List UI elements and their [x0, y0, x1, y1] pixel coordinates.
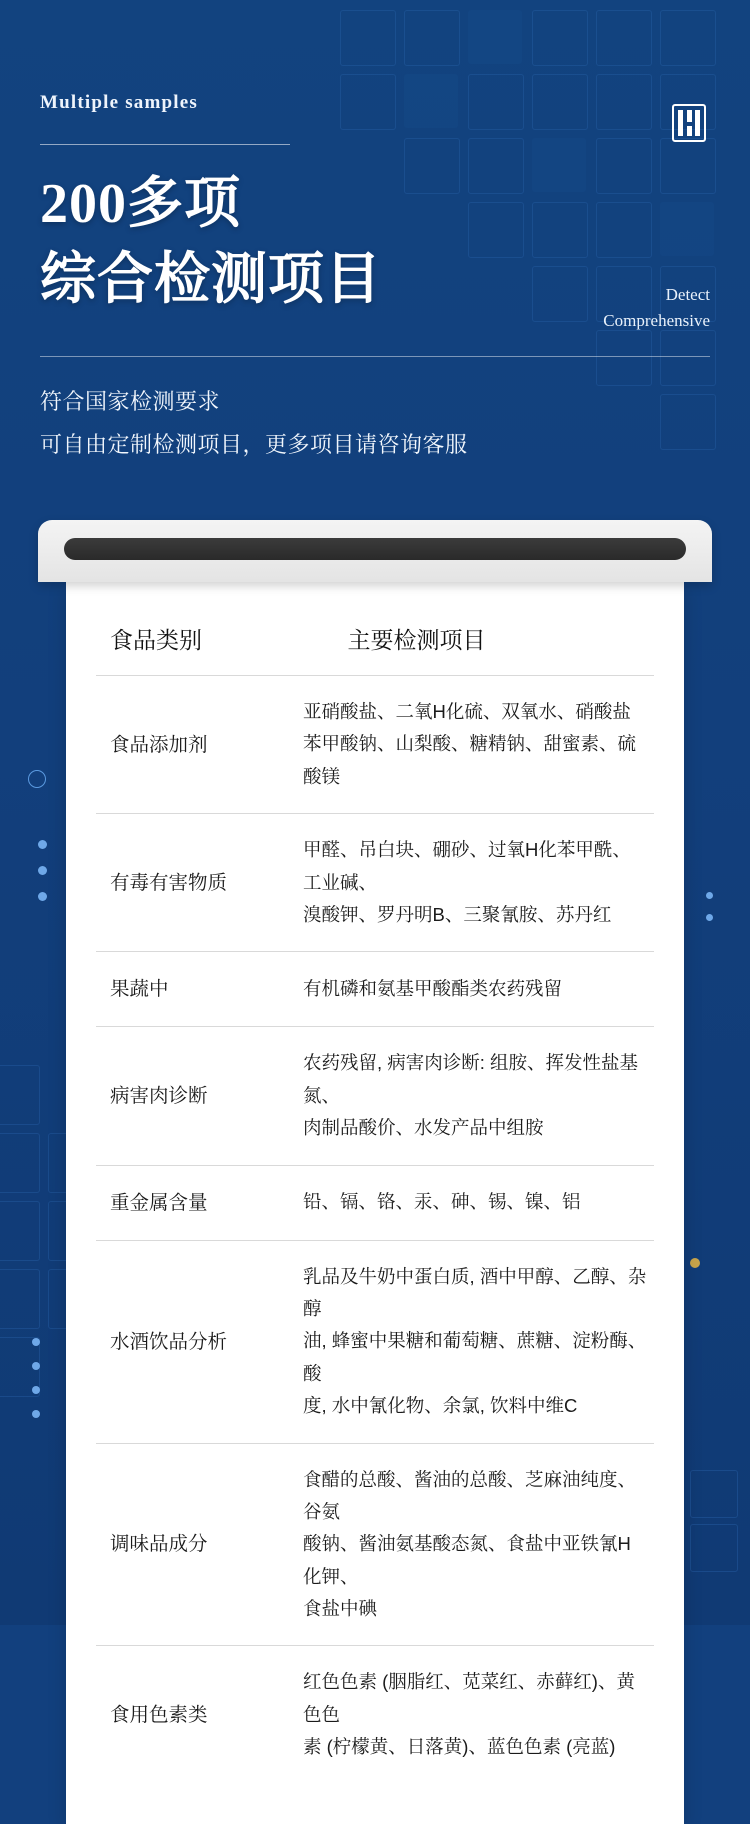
detection-items-table [96, 616, 654, 1784]
table-header-category: 食品类别 [110, 627, 202, 653]
row-item-line: 铅、镉、铬、汞、砷、锡、镍、铝 [303, 1191, 581, 1213]
row-items [289, 814, 654, 952]
row-category: 食用色素类 [96, 1646, 289, 1784]
row-items [289, 676, 654, 814]
header-side-english [603, 282, 710, 335]
row-item-line: 苯甲酸钠、山梨酸、糖精钠、甜蜜素、硫酸镁 [303, 733, 637, 787]
row-category: 食品添加剂 [96, 676, 289, 814]
page-header [40, 92, 710, 467]
row-category: 水酒饮品分析 [96, 1240, 289, 1443]
header-divider-long [40, 356, 710, 357]
header-side-english-line2: Comprehensive [603, 311, 710, 331]
card-body [66, 582, 684, 1824]
table-row [96, 1646, 654, 1784]
card-top-bar [38, 520, 712, 582]
row-category: 重金属含量 [96, 1165, 289, 1240]
row-item-line: 度, 水中氰化物、余氯, 饮料中维C [303, 1395, 578, 1417]
row-item-line: 乳品及牛奶中蛋白质, 酒中甲醇、乙醇、杂醇 [303, 1265, 647, 1319]
table-header-items [289, 616, 654, 676]
row-items [289, 952, 654, 1027]
row-item-line: 素 (柠檬黄、日落黄)、蓝色色素 (亮蓝) [303, 1736, 616, 1758]
table-row [96, 676, 654, 814]
row-item-line: 有机磷和氨基甲酸酯类农药残留 [303, 978, 563, 1000]
header-subtitle-line1: 符合国家检测要求 [40, 389, 221, 415]
page-title-line2: 综合检测项目 [40, 248, 382, 311]
table-row [96, 952, 654, 1027]
header-subtitle [40, 381, 710, 467]
table-header-items-label: 主要检测项目 [347, 627, 486, 653]
row-category: 病害肉诊断 [96, 1027, 289, 1165]
table-body [96, 676, 654, 1784]
row-items [289, 1443, 654, 1646]
card-slot-decoration [64, 538, 686, 560]
spec-card [38, 520, 712, 1824]
row-category: 调味品成分 [96, 1443, 289, 1646]
row-item-line: 红色色素 (胭脂红、苋菜红、赤藓红)、黄色色 [303, 1671, 635, 1725]
row-item-line: 肉制品酸价、水发产品中组胺 [303, 1117, 544, 1139]
row-item-line: 食醋的总酸、酱油的总酸、芝麻油纯度、谷氨 [303, 1468, 637, 1522]
table-row [96, 1165, 654, 1240]
row-item-line: 酸钠、酱油氨基酸态氮、食盐中亚铁氰H化钾、 [303, 1533, 631, 1587]
row-category: 果蔬中 [96, 952, 289, 1027]
row-item-line: 甲醛、吊白块、硼砂、过氧H化苯甲酰、工业碱、 [303, 839, 631, 893]
row-item-line: 食盐中碘 [303, 1598, 378, 1619]
row-item-line: 溴酸钾、罗丹明B、三聚氰胺、苏丹红 [303, 903, 612, 925]
row-category: 有毒有害物质 [96, 814, 289, 952]
row-item-line: 油, 蜂蜜中果糖和葡萄糖、蔗糖、淀粉酶、酸 [303, 1330, 647, 1384]
row-items [289, 1165, 654, 1240]
table-row [96, 1027, 654, 1165]
row-item-line: 农药残留, 病害肉诊断: 组胺、挥发性盐基氮、 [303, 1052, 639, 1106]
header-divider-short [40, 144, 290, 145]
table-header-row [96, 616, 654, 676]
header-side-english-line1: Detect [665, 285, 710, 304]
table-row [96, 814, 654, 952]
header-subtitle-line2: 可自由定制检测项目，更多项目请咨询客服 [40, 432, 468, 458]
row-items [289, 1240, 654, 1443]
table-row [96, 1240, 654, 1443]
page-title-line1: 200多项 [40, 173, 241, 235]
header-eyebrow: Multiple samples [40, 92, 199, 113]
row-items [289, 1027, 654, 1165]
row-items [289, 1646, 654, 1784]
row-item-line: 亚硝酸盐、二氧H化硫、双氧水、硝酸盐 [303, 701, 631, 722]
table-row [96, 1443, 654, 1646]
